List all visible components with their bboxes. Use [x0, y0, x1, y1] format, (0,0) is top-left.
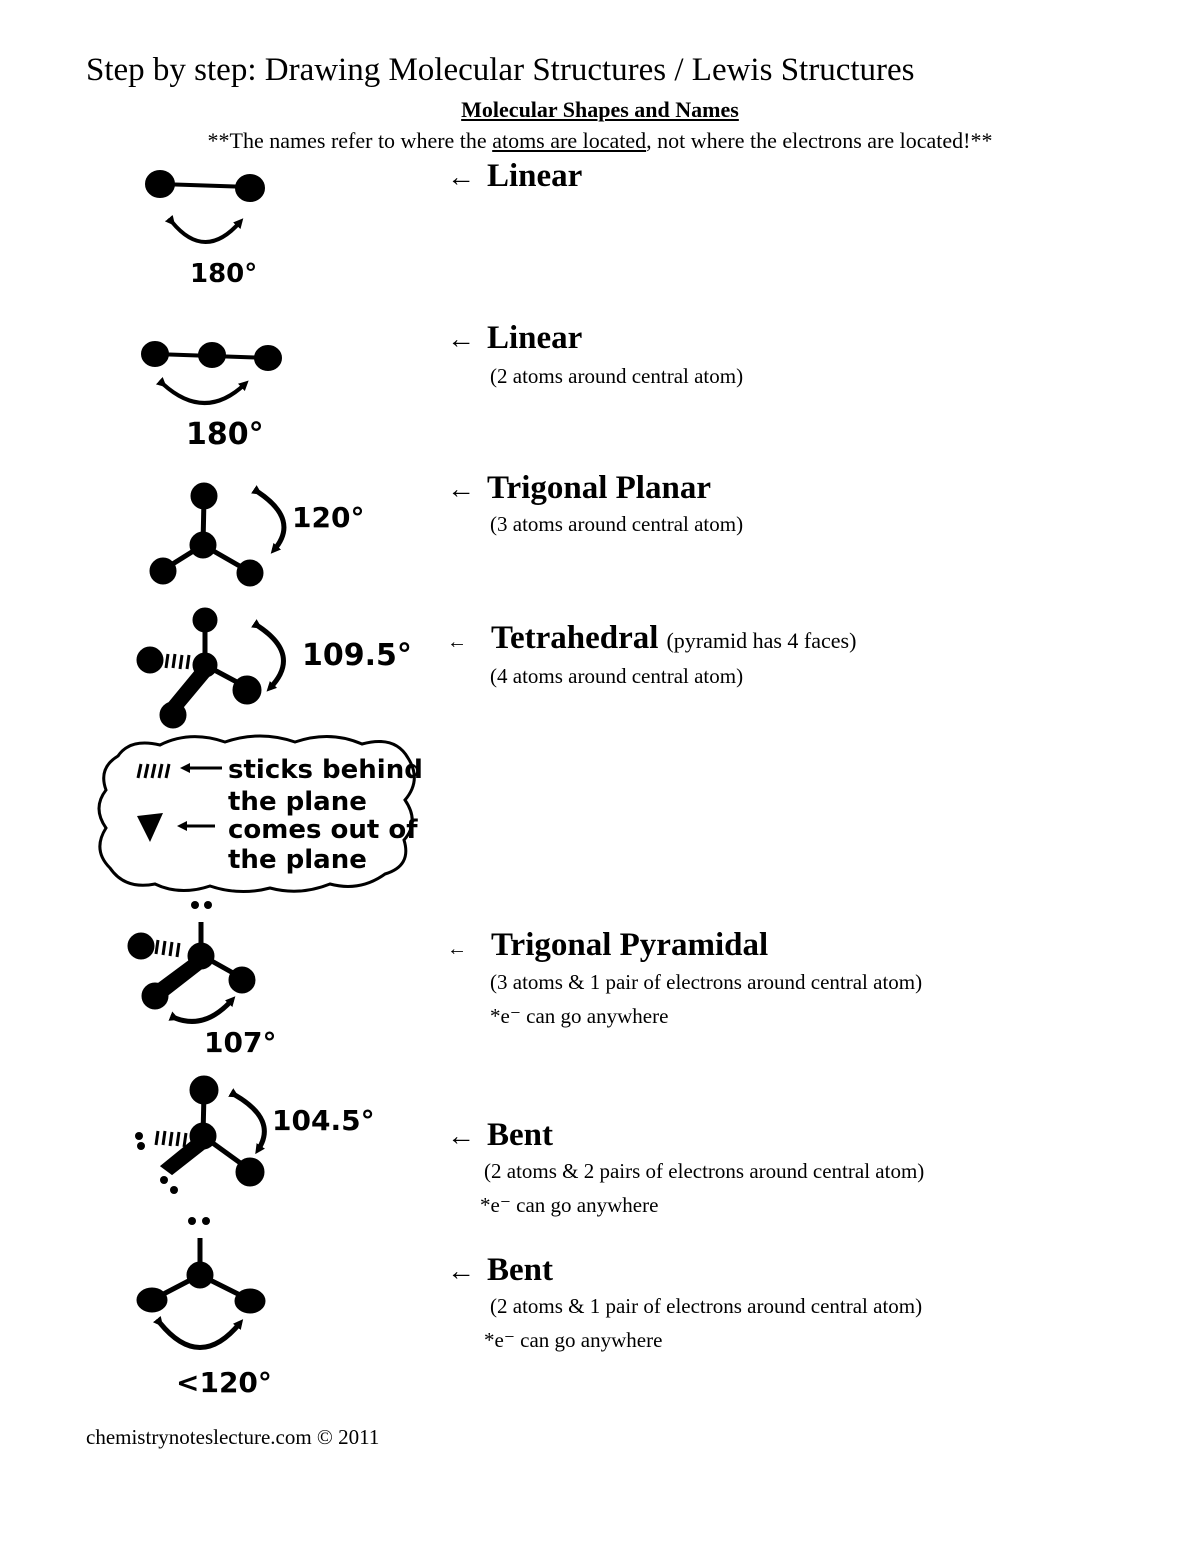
shape-footnote: *e⁻ can go anywhere: [490, 1004, 669, 1028]
linear-triatomic-diagram: [143, 343, 280, 452]
shape-description: (4 atoms around central atom): [490, 664, 744, 688]
hashed-bond-icon: [138, 764, 169, 778]
legend-wedge-line-2: the plane: [228, 845, 367, 875]
left-arrow-icon: ←: [447, 1121, 475, 1152]
shape-name: Linear: [487, 320, 583, 356]
left-arrow-icon: ←: [447, 631, 467, 653]
trigonal-pyramidal-diagram: [130, 901, 276, 1059]
left-arrow-icon: ←: [447, 938, 467, 960]
lone-pair-icon: [191, 901, 199, 909]
section-heading: Molecular Shapes and Names: [461, 97, 739, 122]
shape-footnote: *e⁻ can go anywhere: [480, 1193, 659, 1217]
shape-description: (2 atoms around central atom): [490, 364, 744, 388]
page-title: Step by step: Drawing Molecular Structures / Lewis Structures: [86, 52, 915, 88]
shape-description: (3 atoms & 1 pair of electrons around central atom): [490, 970, 923, 994]
hashed-bond-icon: [156, 940, 179, 957]
lone-pair-icon: [135, 1132, 143, 1140]
shape-name: Bent: [487, 1252, 553, 1288]
lone-pair-icon: [188, 1217, 196, 1225]
left-arrow-icon: ←: [447, 162, 475, 193]
left-arrow-icon: ←: [447, 324, 475, 355]
hashed-bond-icon: [166, 654, 189, 669]
bent-one-lone-pair-diagram: [139, 1217, 272, 1399]
tetrahedral-diagram: [139, 610, 412, 726]
linear-diatomic-diagram: [147, 172, 263, 289]
shape-name: Tetrahedral: [491, 620, 659, 656]
shape-name: Linear: [487, 158, 583, 194]
shape-aside: (pyramid has 4 faces): [666, 628, 857, 653]
angle-label: 120°: [292, 501, 365, 534]
shape-description: (2 atoms & 2 pairs of electrons around central atom): [484, 1159, 925, 1183]
left-arrow-icon: ←: [447, 474, 475, 505]
angle-label: <120°: [176, 1366, 272, 1399]
trigonal-planar-diagram: [152, 485, 364, 584]
shape-footnote: *e⁻ can go anywhere: [484, 1328, 663, 1352]
lone-pair-icon: [160, 1176, 168, 1184]
hashed-bond-icon: [156, 1131, 186, 1147]
note-text-start: **The names refer to where the: [207, 128, 493, 153]
note-text-end: , not where the electrons are located!**: [646, 128, 993, 153]
legend-hashed-line-2: the plane: [228, 787, 367, 817]
legend-wedge-line-1: comes out of: [228, 815, 418, 845]
angle-label: 180°: [186, 417, 264, 452]
shape-name: Trigonal Planar: [487, 470, 711, 506]
bent-two-lone-pairs-diagram: [135, 1078, 375, 1194]
shape-name: Trigonal Pyramidal: [491, 927, 769, 963]
angle-label: 180°: [190, 259, 258, 289]
shape-description: (3 atoms around central atom): [490, 512, 744, 536]
bond-notation-legend: [99, 736, 423, 892]
angle-label: 109.5°: [302, 638, 412, 673]
wedge-bond-icon: [137, 813, 163, 842]
angle-label: 107°: [204, 1026, 277, 1059]
wedge-bond-icon: [172, 668, 210, 708]
shape-name: Bent: [487, 1117, 553, 1153]
legend-hashed-line-1: sticks behind: [228, 755, 423, 785]
left-arrow-icon: ←: [447, 1256, 475, 1287]
angle-label: 104.5°: [272, 1104, 375, 1137]
footer-credit: chemistrynoteslecture.com © 2011: [86, 1425, 380, 1449]
shape-description: (2 atoms & 1 pair of electrons around central atom): [490, 1294, 923, 1318]
note-text-underlined: atoms are located: [492, 128, 647, 153]
